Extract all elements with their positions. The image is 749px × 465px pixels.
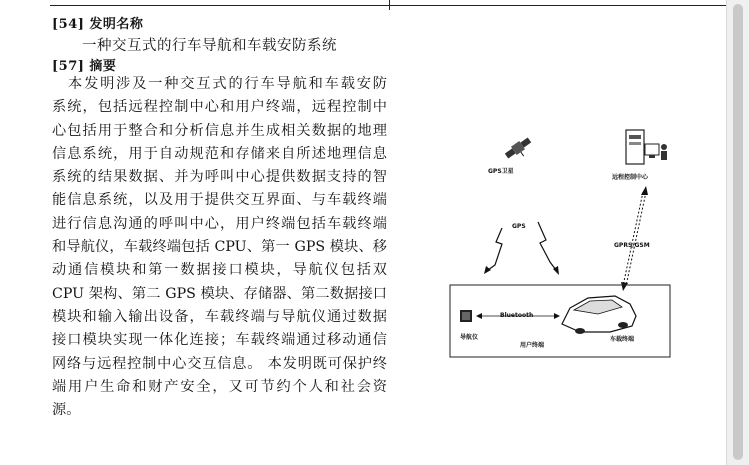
abstract-line: 动通信模块和第一数据接口模块，导航仪包括双 xyxy=(52,262,387,279)
bluetooth-label: Bluetooth xyxy=(500,312,534,319)
vehicle-terminal-label: 车载终端 xyxy=(610,336,635,343)
scrollbar-thumb[interactable] xyxy=(733,4,743,460)
abstract-line: 接口模块实现一体化连接；车载终端通过移动通信 xyxy=(52,332,387,349)
abstract-line: 网络与远程控制中心交互信息。 本发明既可保护终 xyxy=(52,355,387,372)
abstract-line: 能信息系统，以及用于提供交互界面、与车载终端 xyxy=(52,192,387,209)
abstract-line: 模块和输入输出设备，车载终端与导航仪通过数据 xyxy=(52,308,387,325)
server-computer-icon xyxy=(626,130,667,164)
abstract-line: 源。 xyxy=(52,402,81,419)
abstract-line: 端用户生命和财产安全，又可节约个人和社会资 xyxy=(52,378,387,395)
system-diagram xyxy=(440,110,690,370)
remote-center-label: 远程控制中心 xyxy=(612,174,649,181)
abstract-line: 和导航仪，车载终端包括 CPU、第一 GPS 模块、移 xyxy=(52,239,387,256)
title-heading: [54] 发明名称 xyxy=(52,17,144,32)
gprs-gsm-link xyxy=(623,192,643,286)
navigator-label: 导航仪 xyxy=(460,334,479,341)
invention-title: 一种交互式的行车导航和车载安防系统 xyxy=(82,38,337,54)
abstract-line: 系统，包括远程控制中心和用户终端，远程控制中 xyxy=(52,99,387,116)
user-terminal-label: 用户终端 xyxy=(520,342,545,349)
user-terminal-box xyxy=(450,285,670,357)
abstract-line: 系统的结果数据、并为呼叫中心提供数据支持的智 xyxy=(52,169,387,186)
abstract-body xyxy=(52,73,387,422)
wireless-link-left xyxy=(488,228,502,270)
gps-satellite-label: GPS卫星 xyxy=(488,168,514,175)
abstract-line: 进行信息沟通的呼叫中心，用户终端包括车载终端 xyxy=(52,215,387,232)
gprs-gsm-label: GPRS/GSM xyxy=(614,242,650,249)
abstract-line: CPU 架构、第二 GPS 模块、存储器、第二数据接口 xyxy=(52,285,387,302)
abstract-line: 信息系统，用于自动规范和存储来自所述地理信息 xyxy=(52,145,387,162)
gps-label: GPS xyxy=(512,223,526,230)
system-diagram-graphics xyxy=(440,110,690,370)
header-rule xyxy=(50,5,726,6)
abstract-heading: [57] 摘要 xyxy=(52,59,117,74)
wireless-link-right xyxy=(538,222,556,270)
navigator-icon xyxy=(460,310,472,322)
car-icon xyxy=(562,296,636,334)
column-divider xyxy=(389,0,390,10)
satellite-icon xyxy=(504,136,536,164)
abstract-line: 心包括用于整合和分析信息并生成相关数据的地理 xyxy=(52,122,387,139)
vertical-scrollbar[interactable] xyxy=(726,0,749,465)
abstract-line: 本发明涉及一种交互式的行车导航和车载安防 xyxy=(52,76,387,92)
